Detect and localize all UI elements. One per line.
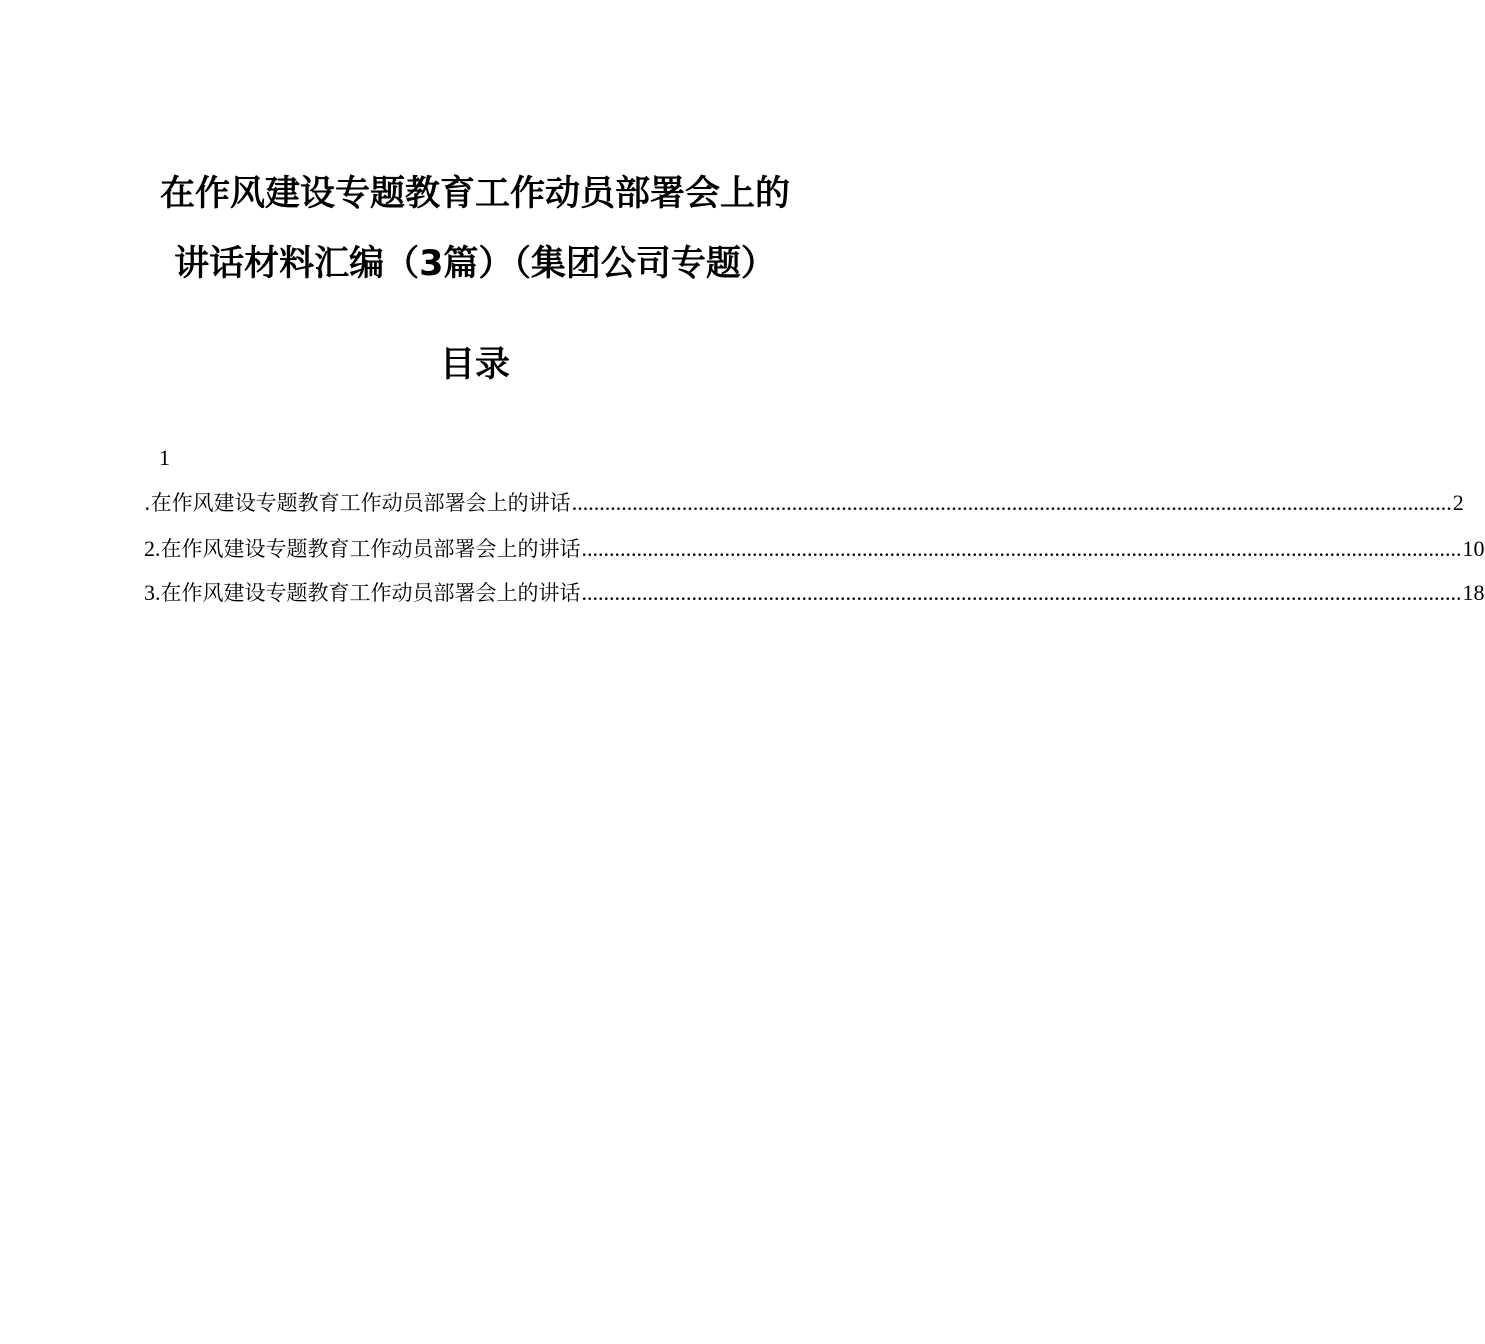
toc-entry-text: .在作风建设专题教育工作动员部署会上的讲话 bbox=[144, 491, 571, 515]
toc-entry-page: 10 bbox=[1462, 536, 1485, 561]
toc-entry-text: 在作风建设专题教育工作动员部署会上的讲话 bbox=[160, 537, 581, 561]
toc-entry-number: 2. bbox=[144, 536, 161, 561]
toc-entry-page: 18 bbox=[1462, 580, 1485, 605]
toc-dot-leader: ................................................................................................................................................................ bbox=[581, 536, 1462, 561]
document-title-line-2: 讲话材料汇编（3篇）（集团公司专题） bbox=[174, 244, 776, 284]
toc-entry-2[interactable] bbox=[144, 533, 1485, 565]
toc-heading: 目录 bbox=[439, 345, 510, 385]
toc-entry-1[interactable] bbox=[144, 487, 1464, 519]
toc-entry-number: 3. bbox=[144, 580, 161, 605]
toc-entry-3[interactable] bbox=[144, 577, 1485, 609]
toc-dot-leader: ................................................................................................................................................................ bbox=[571, 490, 1452, 515]
toc-entry-page: 2 bbox=[1452, 490, 1464, 515]
toc-entry-text: 在作风建设专题教育工作动员部署会上的讲话 bbox=[160, 581, 581, 605]
toc-orphan-number: 1 bbox=[159, 445, 170, 470]
document-title-line-1: 在作风建设专题教育工作动员部署会上的 bbox=[159, 174, 790, 214]
toc-dot-leader: ................................................................................................................................................................ bbox=[581, 580, 1462, 605]
